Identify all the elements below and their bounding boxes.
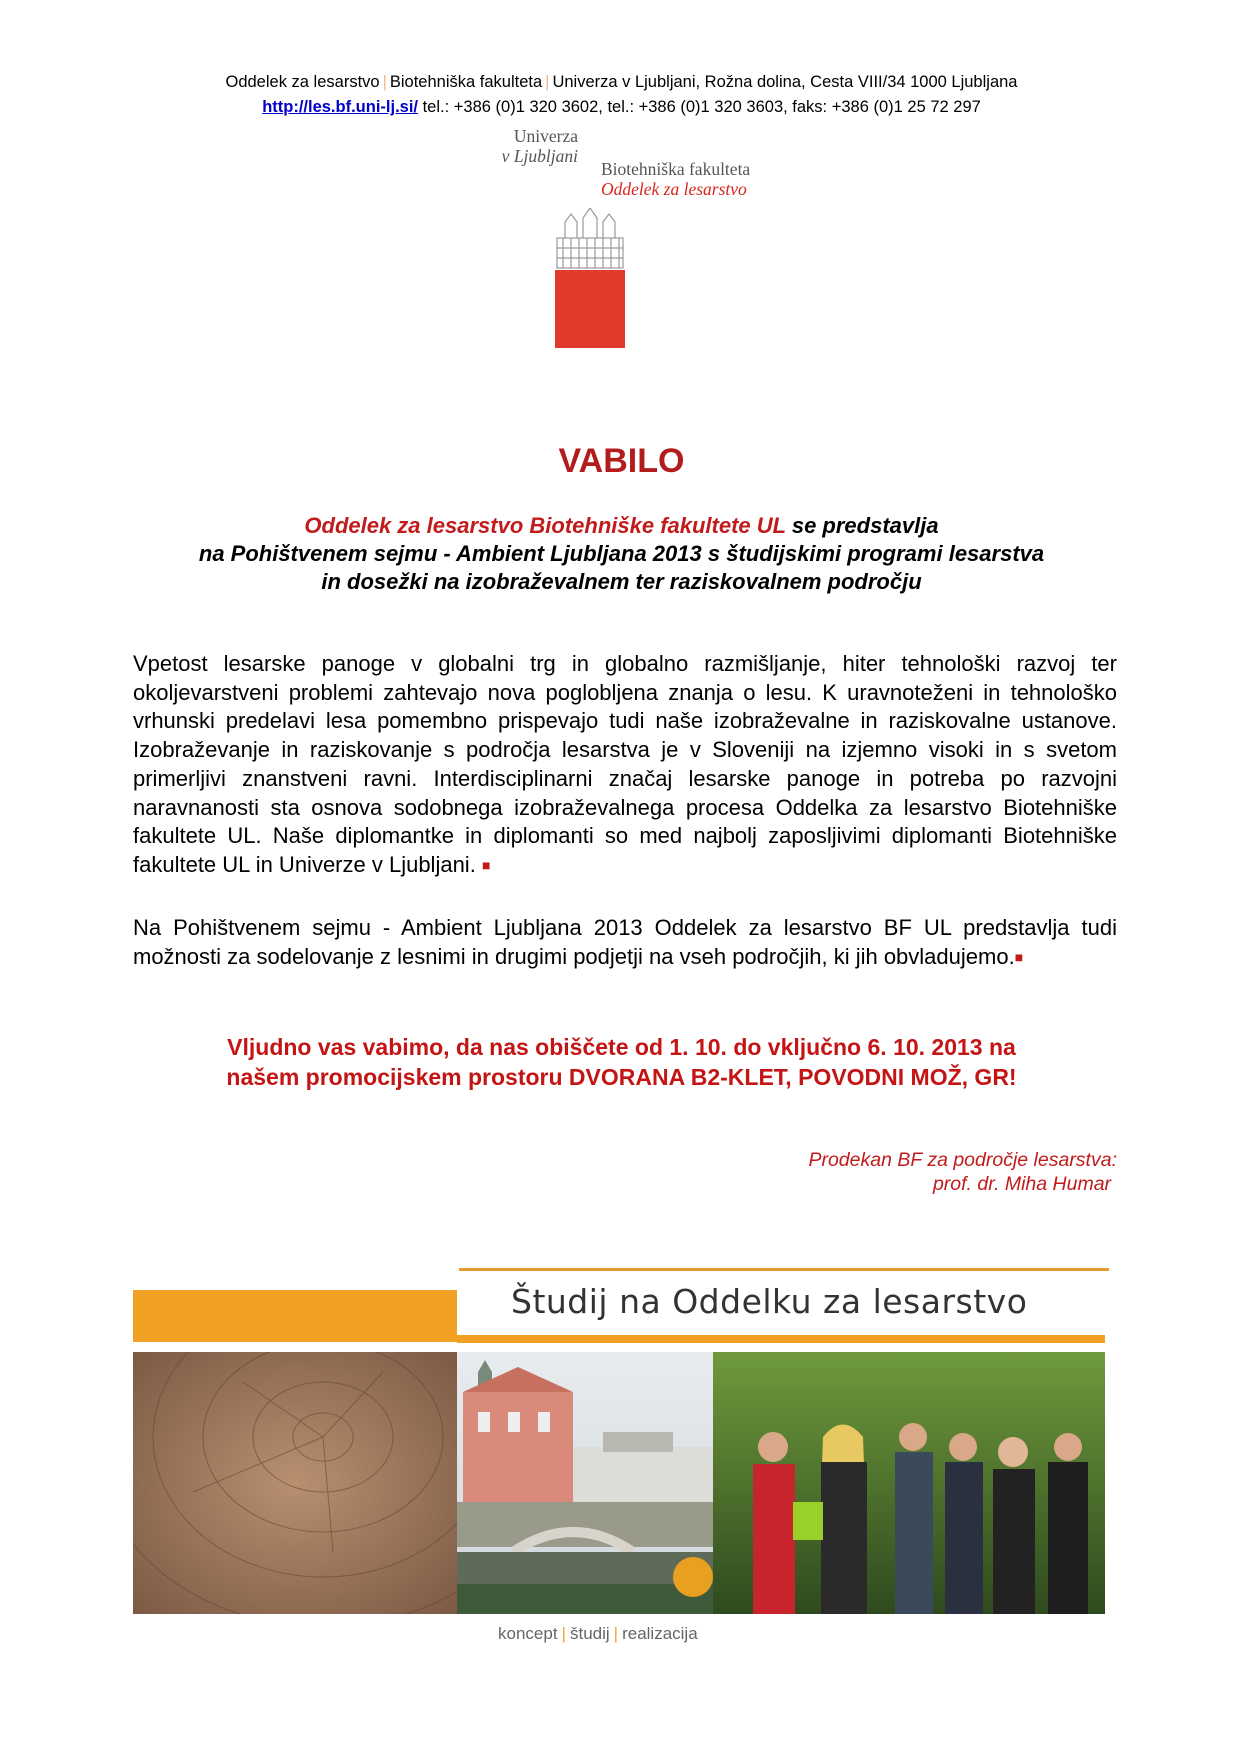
subtitle-line-1-rest: se predstavlja xyxy=(785,513,939,538)
banner-photo-collage xyxy=(133,1352,1105,1614)
banner-title: Študij na Oddelku za lesarstvo xyxy=(511,1282,1028,1321)
banner-tag-koncept: koncept xyxy=(498,1624,558,1643)
signature xyxy=(717,1148,1117,1196)
study-banner xyxy=(133,1268,1105,1643)
header-line-1 xyxy=(0,73,1243,92)
header-faculty: Biotehniška fakulteta xyxy=(389,73,543,91)
invitation-line-1: Vljudno vas vabimo, da nas obiščete od 1. 10. do vključno 6. 10. 2013 na xyxy=(227,1034,1016,1060)
subtitle-line-1 xyxy=(0,512,1243,540)
header-address: Univerza v Ljubljani, Rožna dolina, Cesta VIII/34 1000 Ljubljana xyxy=(552,73,1018,91)
banner-tagline xyxy=(498,1624,698,1644)
banner-tag-realizacija: realizacija xyxy=(622,1624,698,1643)
faculty-name xyxy=(601,159,750,199)
faculty-line-2: Oddelek za lesarstvo xyxy=(601,179,747,199)
signature-name: prof. dr. Miha Humar xyxy=(932,1173,1112,1195)
paragraph-1 xyxy=(133,650,1117,880)
ljubljana-city-image xyxy=(457,1352,713,1614)
header-separator: | xyxy=(382,73,387,91)
students-group-image xyxy=(713,1352,1105,1614)
header-line-2 xyxy=(0,98,1243,117)
university-line-2: v Ljubljani xyxy=(501,146,578,166)
subtitle-line-3: in dosežki na izobraževalnem ter raziskovalnem področju xyxy=(321,569,922,594)
invitation xyxy=(0,1032,1243,1092)
university-crest-logo xyxy=(555,208,625,348)
document-title: VABILO xyxy=(558,442,685,480)
banner-orange-block xyxy=(133,1290,457,1342)
banner-tag-studij: študij xyxy=(569,1624,610,1643)
paragraph-end-mark: ■ xyxy=(481,856,491,873)
header-contacts: tel.: +386 (0)1 320 3602, tel.: +386 (0)1 320 3603, faks: +386 (0)1 25 72 297 xyxy=(418,98,981,116)
banner-tag-separator: | xyxy=(613,1624,619,1643)
university-name xyxy=(478,126,578,166)
banner-top-line xyxy=(459,1268,1109,1271)
banner-tag-separator: | xyxy=(561,1624,566,1643)
signature-role: Prodekan BF za področje lesarstva: xyxy=(808,1149,1117,1171)
subtitle-line-2: na Pohištvenem sejmu - Ambient Ljubljana 2013 s študijskimi programi lesarstva xyxy=(198,541,1045,566)
invitation-line-2: našem promocijskem prostoru DVORANA B2-KLET, POVODNI MOŽ, GR! xyxy=(226,1064,1017,1090)
header-dept: Oddelek za lesarstvo xyxy=(225,73,380,91)
paragraph-2 xyxy=(133,914,1117,971)
paragraph-1-text: Vpetost lesarske panoge v globalni trg in globalno razmišljanje, hiter tehnološki razvoj ter okoljevarstveni problemi zahtevajo nova poglobljena znanja o lesu. K uravnoteženi in tehnološko vrhunski predelavi lesa pomembno prispevajo tudi naše izobraževalne in raziskovalne ustanove. Izobraževanje in raziskovanje s področja lesarstva je v Sloveniji na izjemno visoki in s svetom primerljivi znanstveni ravni. Interdisciplinarni značaj lesarske panoge in potreba po razvojni naravnanosti sta osnova sodobnega izobraževalnega procesa Oddelka za lesarstvo Biotehniške fakultete UL. Naše diplomantke in diplomanti so med najbolj zaposljivimi diplomanti Biotehniške fakultete UL in Univerze v Ljubljani. xyxy=(133,651,1117,877)
university-line-1: Univerza xyxy=(513,126,578,146)
paragraph-2-text: Na Pohištvenem sejmu - Ambient Ljubljana 2013 Oddelek za lesarstvo BF UL predstavlja tudi možnosti za sodelovanje z lesnimi in drugimi podjetji na vseh področjih, ki jih obvladujemo. xyxy=(133,915,1117,969)
subtitle xyxy=(0,512,1243,596)
header-separator: | xyxy=(545,73,550,91)
banner-orange-line xyxy=(457,1335,1105,1343)
faculty-line-1: Biotehniška fakulteta xyxy=(601,159,751,179)
paragraph-end-mark: ■ xyxy=(1014,948,1024,965)
website-link[interactable]: http://les.bf.uni-lj.si/ xyxy=(262,98,419,116)
subtitle-department: Oddelek za lesarstvo Biotehniške fakultete UL xyxy=(304,513,786,538)
